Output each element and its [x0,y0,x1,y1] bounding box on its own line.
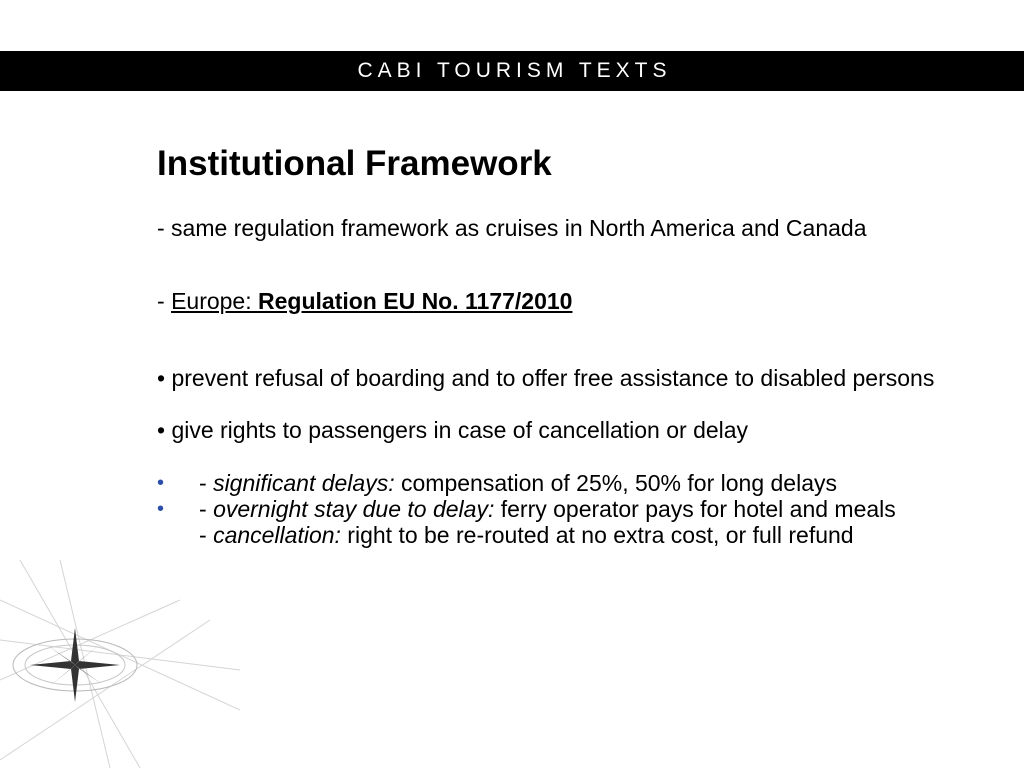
item-dash: - [199,522,214,548]
list-item [157,496,967,522]
item-dash: - [199,496,214,522]
europe-prefix: - [157,288,172,314]
item-text: ferry operator pays for hotel and meals [494,496,896,522]
bullet-rights: • give rights to passengers in case of cancellation or delay [157,417,749,443]
header-title: CABI TOURISM TEXTS [357,59,672,82]
europe-link[interactable]: Europe: [171,288,259,314]
europe-paragraph [157,287,967,315]
slide-content [157,140,967,548]
item-text: right to be re-routed at no extra cost, or full refund [340,522,854,548]
bullet-boarding: • prevent refusal of boarding and to offer free assistance to disabled persons [157,365,935,391]
slide-title: Institutional Framework [157,144,552,183]
list-bullet: • [157,472,165,494]
compass-rose-icon [0,560,240,768]
item-dash: - [199,470,214,496]
compensation-list [157,470,967,548]
item-term: cancellation: [213,522,341,548]
item-text: compensation of 25%, 50% for long delays [394,470,837,496]
item-term: overnight stay due to delay: [213,496,495,522]
list-item [157,522,967,548]
list-item [157,470,967,496]
header-bar [0,51,1024,91]
list-bullet: • [157,498,165,520]
framework-paragraph: - same regulation framework as cruises in North America and Canada [157,215,867,241]
item-term: significant delays: [213,470,395,496]
regulation-link[interactable]: Regulation EU No. 1177/2010 [258,288,573,314]
